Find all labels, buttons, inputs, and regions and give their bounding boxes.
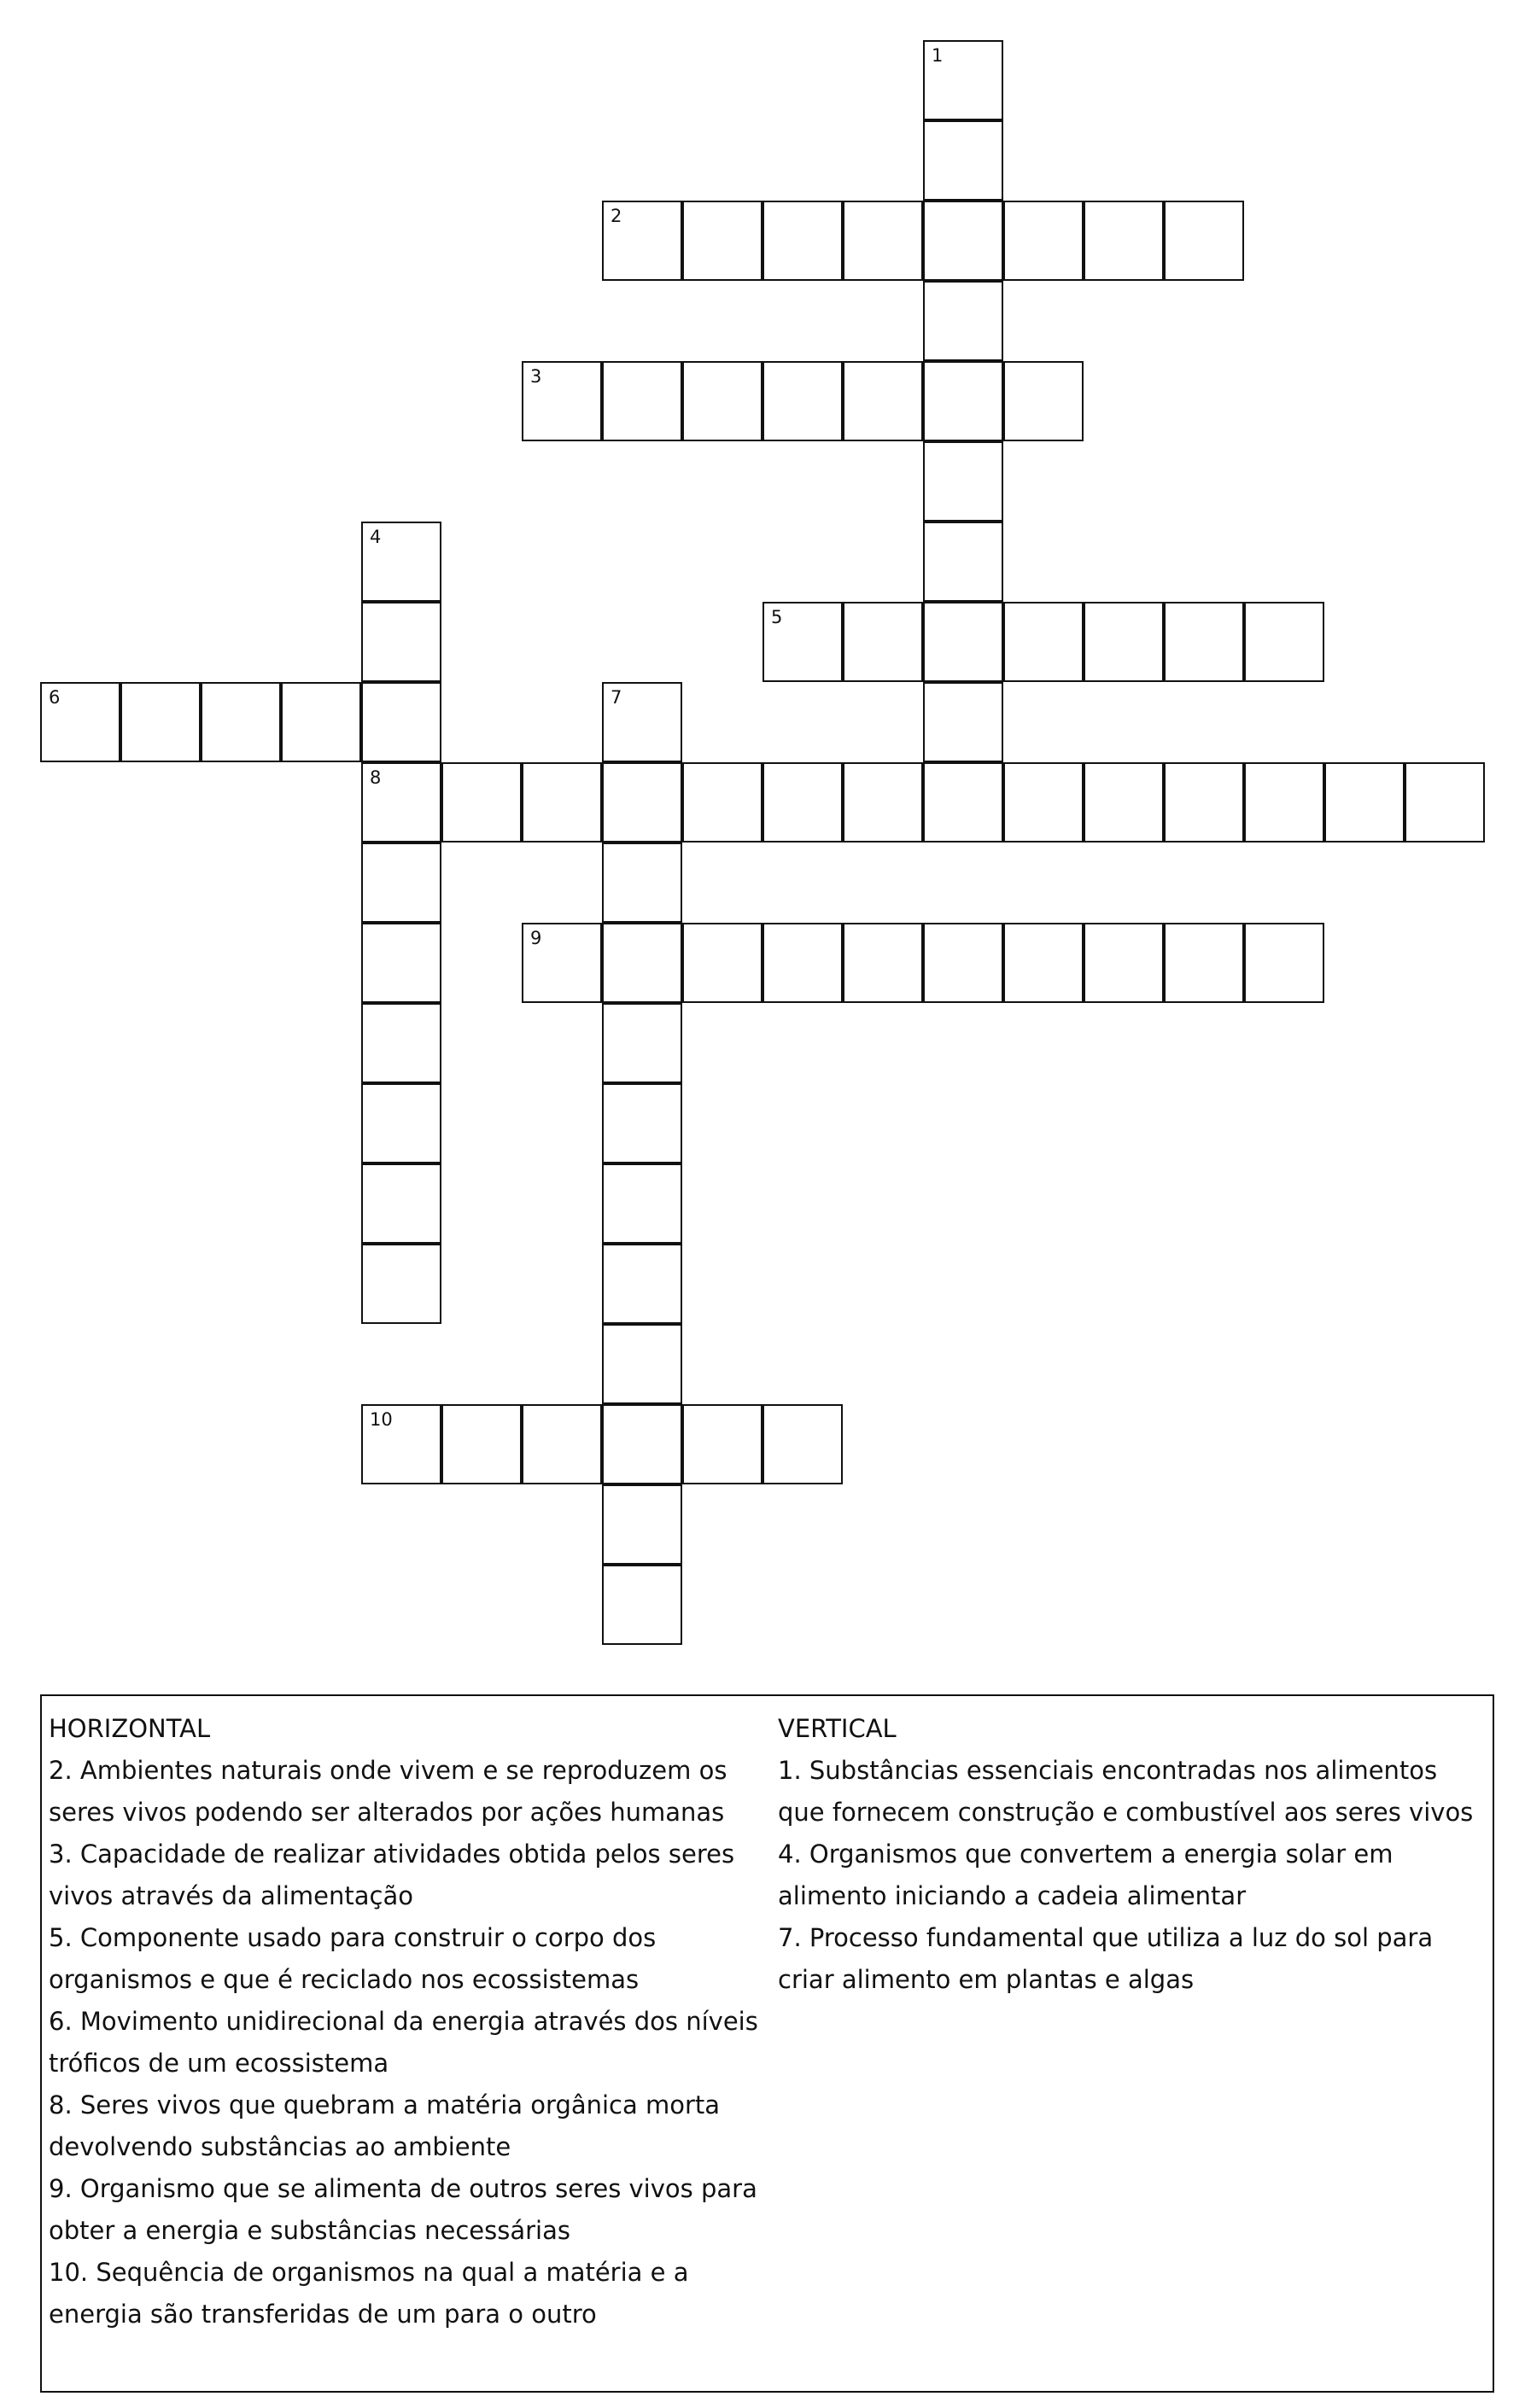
grid-cell[interactable] [602, 1565, 682, 1645]
grid-cell[interactable] [602, 923, 682, 1003]
clue-across-9: 9. Organismo que se alimenta de outros seres vivos para obter a energia e substâncias necessárias [49, 2174, 757, 2245]
clue-number: 7 [611, 687, 622, 708]
grid-cell[interactable] [361, 1083, 441, 1163]
grid-cell[interactable] [361, 522, 441, 602]
grid-cell[interactable] [923, 201, 1003, 281]
grid-cell[interactable] [602, 1404, 682, 1484]
grid-cell[interactable] [762, 201, 843, 281]
grid-cell[interactable] [1244, 762, 1324, 843]
grid-cell[interactable] [682, 762, 762, 843]
grid-cell[interactable] [361, 923, 441, 1003]
clue-number: 4 [370, 527, 382, 547]
grid-cell[interactable] [602, 762, 682, 843]
horizontal-clues [49, 1708, 766, 2335]
grid-cell[interactable] [1084, 762, 1164, 843]
grid-cell[interactable] [1003, 762, 1084, 843]
grid-cell[interactable] [1003, 361, 1084, 441]
clue-down-1: 1. Substâncias essenciais encontradas nos alimentos que fornecem construção e combustível aos seres vivos [778, 1756, 1474, 1827]
grid-cell[interactable] [843, 602, 923, 682]
grid-cell[interactable] [843, 201, 923, 281]
grid-cell[interactable] [201, 682, 281, 762]
grid-cell[interactable] [522, 923, 602, 1003]
clue-down-4: 4. Organismos que convertem a energia solar em alimento iniciando a cadeia alimentar [778, 1840, 1394, 1910]
grid-cell[interactable] [923, 361, 1003, 441]
clue-across-6: 6. Movimento unidirecional da energia através dos níveis tróficos de um ecossistema [49, 2007, 758, 2078]
grid-cell[interactable] [1405, 762, 1485, 843]
grid-cell[interactable] [1164, 762, 1244, 843]
grid-cell[interactable] [361, 602, 441, 682]
grid-cell[interactable] [682, 361, 762, 441]
clue-number: 1 [932, 45, 944, 66]
grid-cell[interactable] [522, 1404, 602, 1484]
grid-cell[interactable] [361, 843, 441, 923]
grid-cell[interactable] [843, 762, 923, 843]
grid-cell[interactable] [843, 923, 923, 1003]
clue-number: 9 [530, 928, 542, 948]
grid-cell[interactable] [762, 923, 843, 1003]
grid-cell[interactable] [762, 762, 843, 843]
grid-cell[interactable] [361, 1244, 441, 1324]
grid-cell[interactable] [40, 682, 120, 762]
grid-cell[interactable] [602, 843, 682, 923]
grid-cell[interactable] [602, 1244, 682, 1324]
grid-cell[interactable] [361, 1003, 441, 1083]
grid-cell[interactable] [1244, 923, 1324, 1003]
grid-cell[interactable] [602, 682, 682, 762]
grid-cell[interactable] [843, 361, 923, 441]
grid-cell[interactable] [682, 201, 762, 281]
grid-cell[interactable] [923, 40, 1003, 120]
clue-number: 3 [530, 366, 542, 387]
grid-cell[interactable] [602, 361, 682, 441]
grid-cell[interactable] [441, 762, 522, 843]
clue-across-10: 10. Sequência de organismos na qual a matéria e a energia são transferidas de um para o outro [49, 2258, 689, 2329]
grid-cell[interactable] [602, 1324, 682, 1404]
grid-cell[interactable] [1003, 201, 1084, 281]
grid-cell[interactable] [762, 361, 843, 441]
grid-cell[interactable] [1324, 762, 1405, 843]
grid-cell[interactable] [1003, 602, 1084, 682]
grid-cell[interactable] [1164, 923, 1244, 1003]
clue-number: 8 [370, 767, 382, 788]
grid-cell[interactable] [361, 682, 441, 762]
horizontal-heading: HORIZONTAL [49, 1714, 211, 1743]
clue-across-8: 8. Seres vivos que quebram a matéria orgânica morta devolvendo substâncias ao ambiente [49, 2090, 721, 2161]
grid-cell[interactable] [682, 923, 762, 1003]
clue-number: 2 [611, 206, 622, 226]
grid-cell[interactable] [602, 1484, 682, 1565]
clue-number: 6 [49, 687, 61, 708]
grid-cell[interactable] [923, 682, 1003, 762]
vertical-clues [778, 1708, 1487, 2001]
grid-cell[interactable] [923, 762, 1003, 843]
grid-cell[interactable] [522, 762, 602, 843]
grid-cell[interactable] [281, 682, 361, 762]
grid-cell[interactable] [120, 682, 201, 762]
grid-cell[interactable] [1084, 923, 1164, 1003]
grid-cell[interactable] [602, 1003, 682, 1083]
grid-cell[interactable] [1244, 602, 1324, 682]
grid-cell[interactable] [361, 1163, 441, 1244]
grid-cell[interactable] [361, 762, 441, 843]
grid-cell[interactable] [1084, 602, 1164, 682]
grid-cell[interactable] [923, 281, 1003, 361]
grid-cell[interactable] [923, 602, 1003, 682]
grid-cell[interactable] [441, 1404, 522, 1484]
grid-cell[interactable] [1003, 923, 1084, 1003]
clue-down-7: 7. Processo fundamental que utiliza a luz do sol para criar alimento em plantas e algas [778, 1923, 1434, 1994]
clue-number: 10 [370, 1409, 393, 1430]
grid-cell[interactable] [923, 522, 1003, 602]
grid-cell[interactable] [1164, 602, 1244, 682]
vertical-heading: VERTICAL [778, 1714, 897, 1743]
grid-cell[interactable] [923, 120, 1003, 201]
clue-number: 5 [771, 607, 783, 627]
grid-cell[interactable] [602, 1163, 682, 1244]
clues-panel [40, 1694, 1494, 2393]
clue-across-3: 3. Capacidade de realizar atividades obtida pelos seres vivos através da alimentação [49, 1840, 735, 1910]
grid-cell[interactable] [762, 602, 843, 682]
grid-cell[interactable] [1084, 201, 1164, 281]
grid-cell[interactable] [762, 1404, 843, 1484]
grid-cell[interactable] [602, 201, 682, 281]
clue-across-2: 2. Ambientes naturais onde vivem e se reproduzem os seres vivos podendo ser alterados por ações humanas [49, 1756, 727, 1827]
grid-cell[interactable] [923, 923, 1003, 1003]
grid-cell[interactable] [682, 1404, 762, 1484]
grid-cell[interactable] [923, 441, 1003, 522]
grid-cell[interactable] [1164, 201, 1244, 281]
grid-cell[interactable] [522, 361, 602, 441]
grid-cell[interactable] [602, 1083, 682, 1163]
clue-across-5: 5. Componente usado para construir o corpo dos organismos e que é reciclado nos ecossistemas [49, 1923, 657, 1994]
grid-cell[interactable] [361, 1404, 441, 1484]
